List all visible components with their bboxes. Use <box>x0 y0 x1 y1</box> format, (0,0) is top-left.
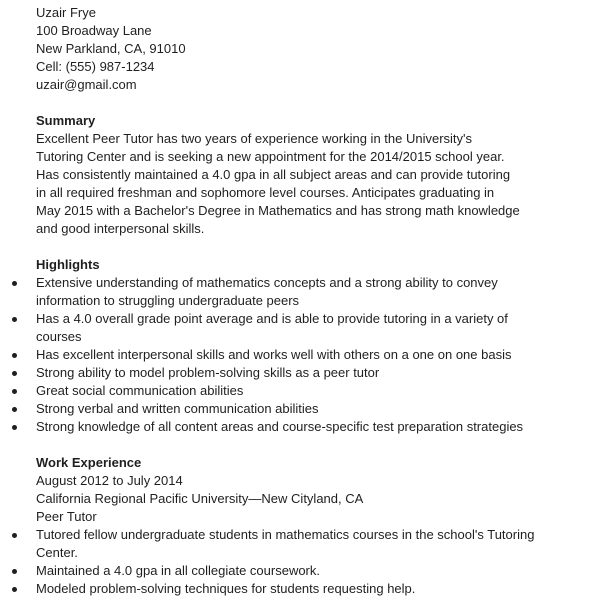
bullet-icon <box>12 425 17 430</box>
summary-line: Has consistently maintained a 4.0 gpa in all subject areas and can provide tutoring <box>36 167 511 182</box>
highlight-item <box>0 310 600 346</box>
bullet-icon <box>12 317 17 322</box>
job-duties-list <box>0 526 600 598</box>
highlight-text: Has a 4.0 overall grade point average and is able to provide tutoring in a variety of courses <box>36 311 508 344</box>
highlight-text: Has excellent interpersonal skills and works well with others on a one on one basis <box>36 347 512 362</box>
contact-city-state-zip: New Parkland, CA, 91010 <box>36 41 186 56</box>
contact-block <box>0 4 600 94</box>
highlight-item <box>0 400 600 418</box>
highlight-item <box>0 346 600 364</box>
job-dates: August 2012 to July 2014 <box>36 473 183 488</box>
highlight-text: Extensive understanding of mathematics concepts and a strong ability to convey information to struggling undergraduate peers <box>36 275 498 308</box>
spacer <box>0 94 600 112</box>
highlight-item <box>0 364 600 382</box>
highlight-text: Strong knowledge of all content areas and course-specific test preparation strategies <box>36 419 524 434</box>
job-duty-text: Tutored fellow undergraduate students in mathematics courses in the school's Tutoring Center. <box>36 527 535 560</box>
summary-heading: Summary <box>36 113 96 128</box>
highlights-heading: Highlights <box>36 257 100 272</box>
highlight-text: Strong verbal and written communication abilities <box>36 401 319 416</box>
highlight-item <box>0 274 600 310</box>
bullet-icon <box>12 533 17 538</box>
bullet-icon <box>12 407 17 412</box>
job-duty-item <box>0 562 600 580</box>
highlights-list <box>0 274 600 436</box>
job-duty-item <box>0 526 600 562</box>
job-duty-text: Modeled problem-solving techniques for students requesting help. <box>36 581 416 596</box>
job-duty-text: Maintained a 4.0 gpa in all collegiate coursework. <box>36 563 321 578</box>
summary-line: in all required freshman and sophomore level courses. Anticipates graduating in <box>36 185 495 200</box>
bullet-icon <box>12 281 17 286</box>
job-employer: California Regional Pacific University—New Cityland, CA <box>36 491 364 506</box>
highlight-text: Strong ability to model problem-solving skills as a peer tutor <box>36 365 380 380</box>
spacer <box>0 238 600 256</box>
work-experience-section <box>0 454 600 598</box>
summary-line: and good interpersonal skills. <box>36 221 205 236</box>
bullet-icon <box>12 389 17 394</box>
highlight-item <box>0 382 600 400</box>
contact-phone: Cell: (555) 987-1234 <box>36 59 155 74</box>
highlight-text: Great social communication abilities <box>36 383 244 398</box>
summary-line: Tutoring Center and is seeking a new appointment for the 2014/2015 school year. <box>36 149 505 164</box>
job-duty-item <box>0 580 600 598</box>
bullet-icon <box>12 569 17 574</box>
contact-street: 100 Broadway Lane <box>36 23 152 38</box>
bullet-icon <box>12 353 17 358</box>
job-title: Peer Tutor <box>36 509 97 524</box>
highlights-section <box>0 256 600 436</box>
summary-section <box>0 112 600 238</box>
summary-line: Excellent Peer Tutor has two years of experience working in the University's <box>36 131 473 146</box>
bullet-icon <box>12 587 17 592</box>
contact-email: uzair@gmail.com <box>36 77 137 92</box>
highlight-item <box>0 418 600 436</box>
spacer <box>0 436 600 454</box>
work-experience-heading: Work Experience <box>36 455 142 470</box>
contact-name: Uzair Frye <box>36 5 96 20</box>
bullet-icon <box>12 371 17 376</box>
summary-line: May 2015 with a Bachelor's Degree in Mathematics and has strong math knowledge <box>36 203 520 218</box>
